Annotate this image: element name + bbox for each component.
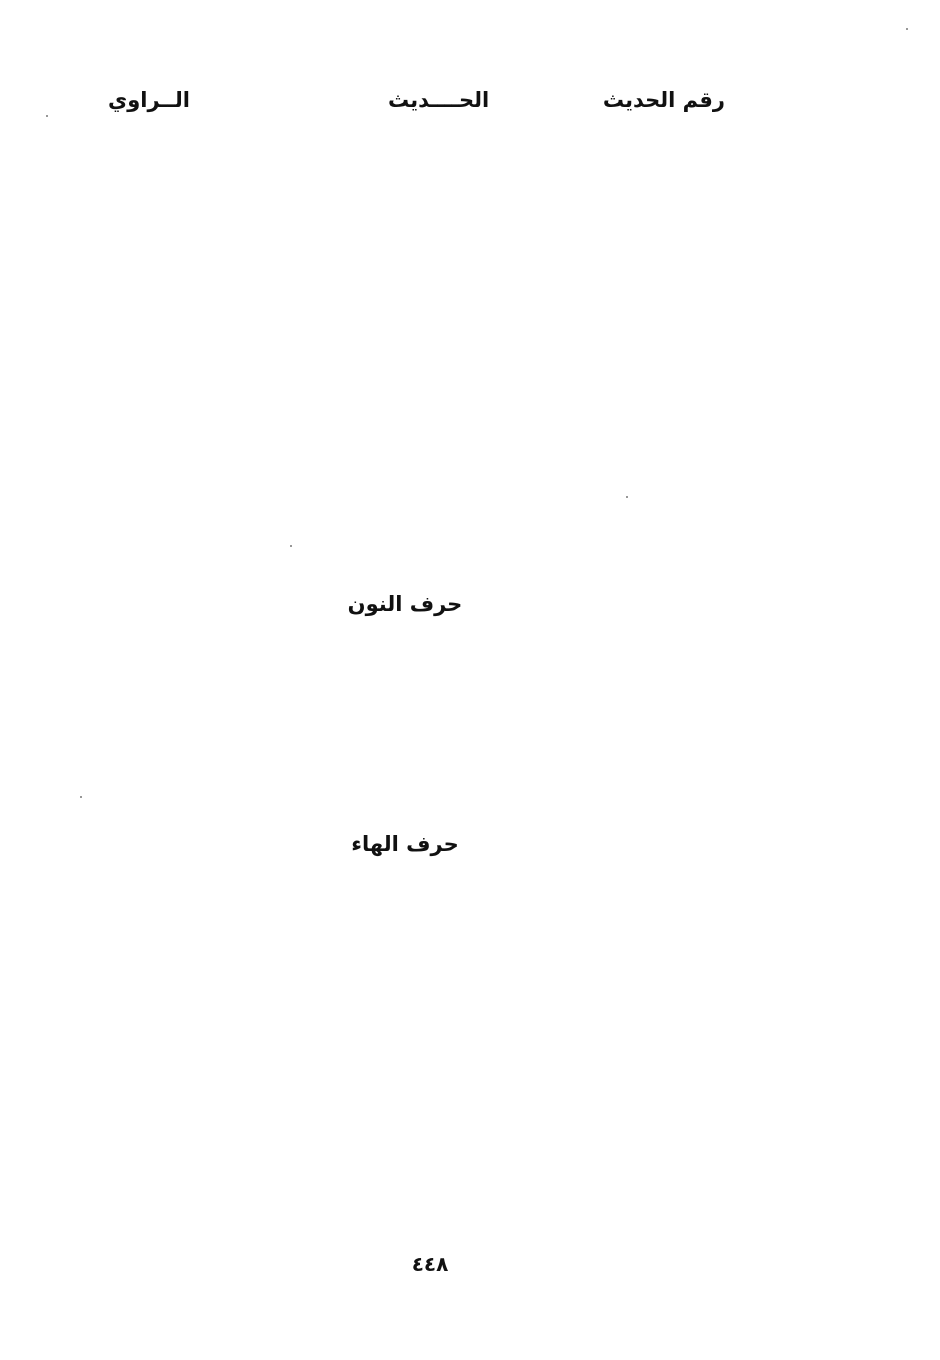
scan-speck [46,115,48,117]
scan-speck [626,496,628,498]
scan-speck [80,796,82,798]
column-header-hadith-number: رقم الحديث [602,88,725,112]
column-header-narrator: الــراوي [108,88,191,112]
column-header-hadith: الحــــديث [388,88,490,112]
scan-speck [906,28,908,30]
section-title-haa: حرف الهاء [351,832,459,856]
scan-speck [290,545,292,547]
page-number: ٤٤٨ [411,1252,449,1276]
section-title-noon: حرف النون [347,592,463,616]
